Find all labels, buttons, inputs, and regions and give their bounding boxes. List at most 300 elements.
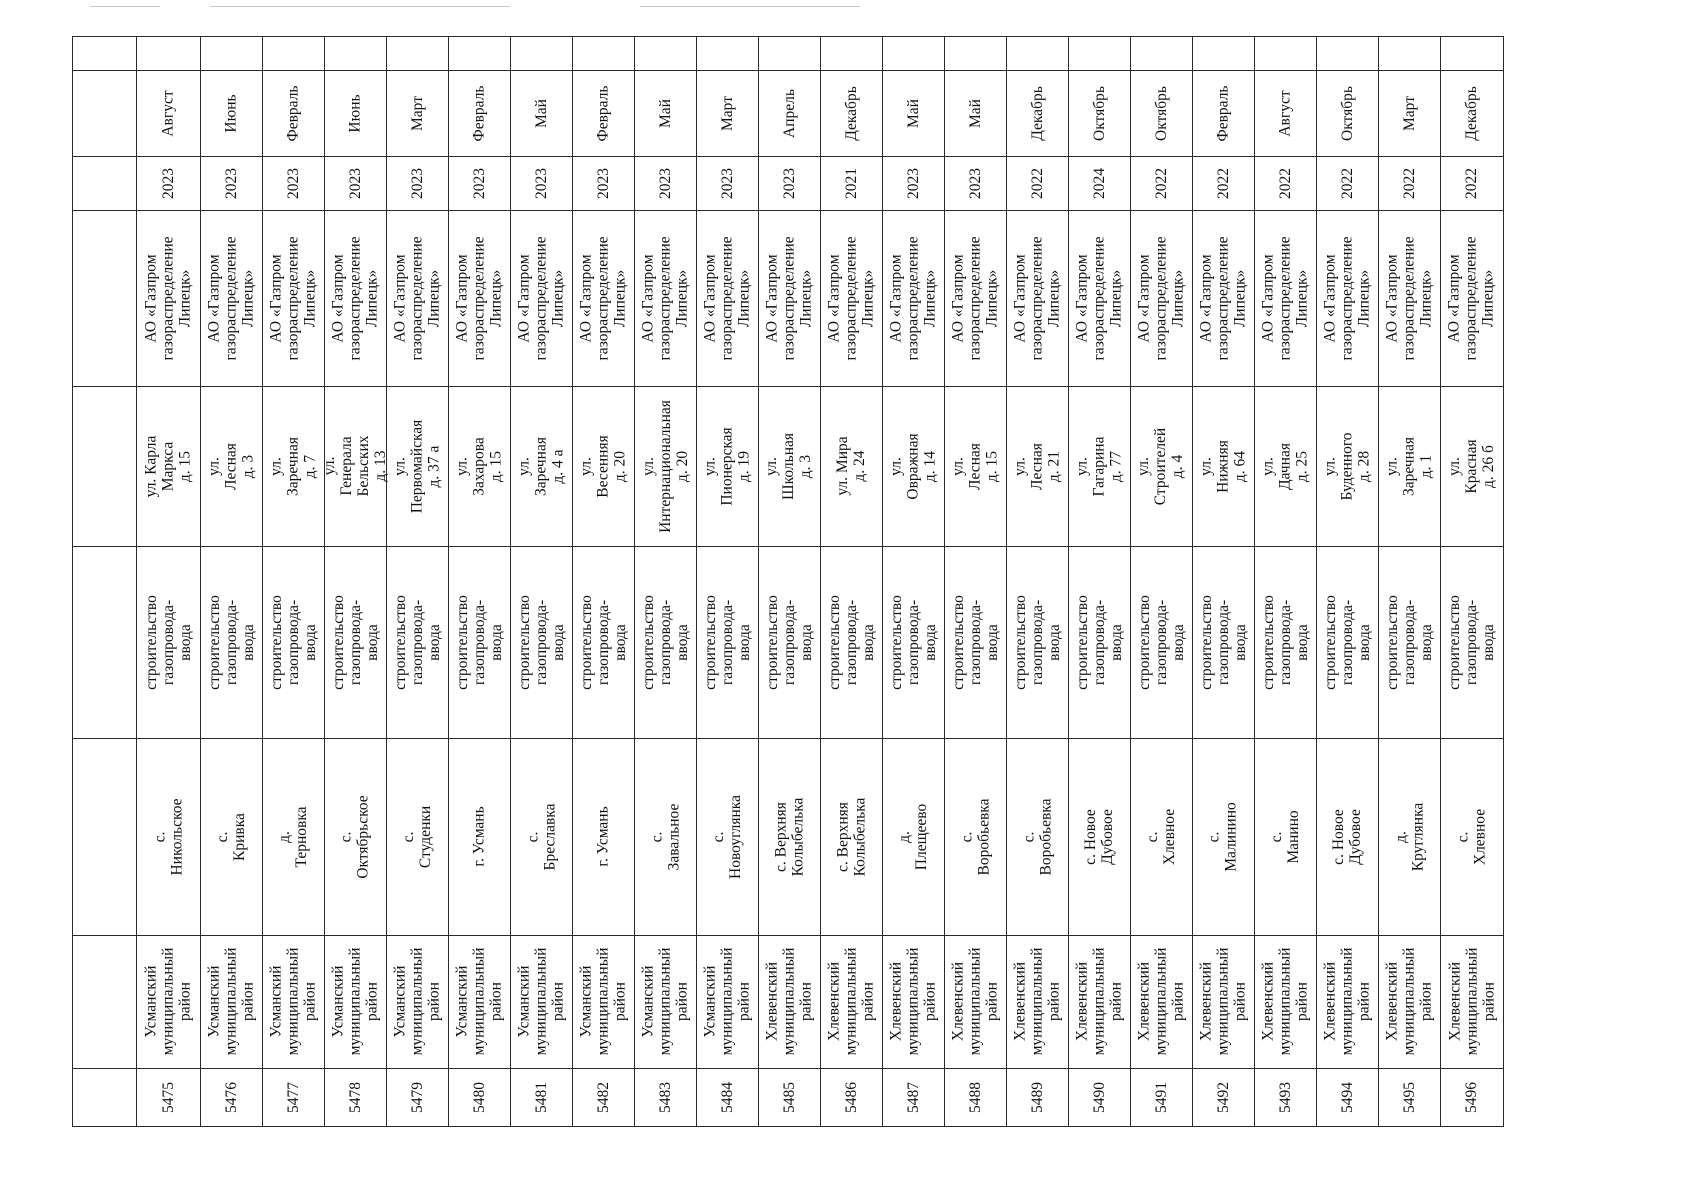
cell-settlement xyxy=(572,738,634,935)
cell-num-text: 5480 xyxy=(470,1081,488,1113)
cell-num-text: 5478 xyxy=(346,1081,364,1113)
table-row xyxy=(572,0,634,1200)
cell-district xyxy=(136,935,200,1068)
cell-org xyxy=(572,210,634,386)
cell-year-text: 2023 xyxy=(222,167,240,199)
cell-num-text: 5484 xyxy=(718,1081,736,1113)
cell-work-text: строительство газопровода-ввода xyxy=(1135,594,1187,690)
cell-district xyxy=(200,935,262,1068)
cell-org-text: АО «Газпром газораспределение Липецк» xyxy=(267,235,319,361)
cell-month-text: Март xyxy=(1400,95,1418,131)
cell-org xyxy=(696,210,758,386)
cell-month xyxy=(1378,70,1440,156)
cell-num xyxy=(820,1068,882,1126)
cell-month-text: Май xyxy=(532,98,550,128)
cell-month-text: Май xyxy=(904,98,922,128)
cell-num-text: 5481 xyxy=(532,1081,550,1113)
cell-org xyxy=(448,210,510,386)
cell-org xyxy=(634,210,696,386)
cell-district-text: Хлевенский муниципальный район xyxy=(949,947,1001,1056)
cell-address xyxy=(882,386,944,546)
cell-district-text: Хлевенский муниципальный район xyxy=(1259,947,1311,1056)
cell-year-text: 2023 xyxy=(532,167,550,199)
cell-num-text: 5494 xyxy=(1338,1081,1356,1113)
cell-settlement xyxy=(324,738,386,935)
cell-district xyxy=(262,935,324,1068)
cell-district xyxy=(820,935,882,1068)
cell-address-text: ул. Пионерская д. 19 xyxy=(701,426,753,506)
cell-num xyxy=(200,1068,262,1126)
cell-address xyxy=(1130,386,1192,546)
cell-work xyxy=(448,546,510,738)
cell-num-text: 5495 xyxy=(1400,1081,1418,1113)
cell-settlement-text: с. Малинино xyxy=(1206,801,1241,872)
cell-district-text: Усманский муниципальный район xyxy=(453,947,505,1056)
cell-settlement-text: с. Верхняя Колыбелька xyxy=(772,797,807,876)
cell-settlement-text: с. Верхняя Колыбелька xyxy=(834,797,869,876)
cell-year-text: 2023 xyxy=(346,167,364,199)
cell-org-text: АО «Газпром газораспределение Липецк» xyxy=(1197,235,1249,361)
cell-work xyxy=(136,546,200,738)
cell-work-text: строительство газопровода-ввода xyxy=(205,594,257,690)
cell-district-text: Усманский муниципальный район xyxy=(391,947,443,1056)
cell-num xyxy=(510,1068,572,1126)
cell-month-text: Декабрь xyxy=(842,85,860,141)
cell-work-text: строительство газопровода-ввода xyxy=(701,594,753,690)
cell-org xyxy=(200,210,262,386)
cell-settlement xyxy=(136,738,200,935)
cell-month xyxy=(324,70,386,156)
cell-work xyxy=(944,546,1006,738)
cell-num xyxy=(1378,1068,1440,1126)
cell-org-text: АО «Газпром газораспределение Липецк» xyxy=(205,235,257,361)
cell-district xyxy=(1192,935,1254,1068)
cell-district xyxy=(448,935,510,1068)
cell-work xyxy=(324,546,386,738)
cell-district xyxy=(696,935,758,1068)
cell-address-text: ул. Мира д. 24 xyxy=(834,436,868,496)
cell-year xyxy=(1254,156,1316,210)
cell-num xyxy=(1254,1068,1316,1126)
cell-address xyxy=(634,386,696,546)
table-column-divider xyxy=(72,36,73,1126)
cell-org xyxy=(1068,210,1130,386)
cell-settlement-text: с. Бреславка xyxy=(524,803,558,870)
cell-work-text: строительство газопровода-ввода xyxy=(515,594,567,690)
cell-address xyxy=(1192,386,1254,546)
cell-year xyxy=(1378,156,1440,210)
cell-district xyxy=(944,935,1006,1068)
cell-org-text: АО «Газпром газораспределение Липецк» xyxy=(763,235,815,361)
cell-district-text: Усманский муниципальный район xyxy=(205,947,257,1056)
cell-settlement xyxy=(1068,738,1130,935)
cell-settlement-text: с. Никольское xyxy=(151,797,186,876)
cell-address-text: ул. Строителей д. 4 xyxy=(1135,427,1187,505)
cell-work-text: строительство газопровода-ввода xyxy=(887,594,939,690)
cell-district xyxy=(510,935,572,1068)
cell-num xyxy=(1316,1068,1378,1126)
cell-month-text: Август xyxy=(1276,89,1294,137)
cell-month xyxy=(200,70,262,156)
cell-org xyxy=(1006,210,1068,386)
cell-num-text: 5487 xyxy=(904,1081,922,1113)
cell-year xyxy=(1006,156,1068,210)
cell-district-text: Усманский муниципальный район xyxy=(701,947,753,1056)
cell-address-text: ул. Заречная д. 1 xyxy=(1383,436,1435,496)
cell-address xyxy=(386,386,448,546)
cell-work-text: строительство газопровода-ввода xyxy=(1383,594,1435,690)
cell-year xyxy=(386,156,448,210)
cell-work-text: строительство газопровода-ввода xyxy=(763,594,815,690)
cell-month-text: Апрель xyxy=(780,88,798,138)
cell-month xyxy=(136,70,200,156)
cell-settlement-text: д. Круглянка xyxy=(1392,802,1427,871)
cell-address xyxy=(448,386,510,546)
cell-work xyxy=(634,546,696,738)
cell-district-text: Хлевенский муниципальный район xyxy=(1197,947,1249,1056)
cell-year xyxy=(200,156,262,210)
cell-num-text: 5477 xyxy=(284,1081,302,1113)
cell-work xyxy=(1006,546,1068,738)
cell-work xyxy=(262,546,324,738)
cell-settlement xyxy=(510,738,572,935)
cell-org-text: АО «Газпром газораспределение Липецк» xyxy=(949,235,1001,361)
cell-settlement xyxy=(1254,738,1316,935)
cell-month xyxy=(1130,70,1192,156)
cell-year-text: 2023 xyxy=(594,167,612,199)
cell-address-text: ул. Овражная д. 14 xyxy=(887,432,939,500)
cell-org-text: АО «Газпром газораспределение Липецк» xyxy=(515,235,567,361)
cell-district xyxy=(386,935,448,1068)
cell-address xyxy=(820,386,882,546)
table-row xyxy=(1130,0,1192,1200)
cell-settlement-text: г. Усмань xyxy=(594,806,612,867)
table-column-divider xyxy=(1503,36,1504,1126)
table-row xyxy=(200,0,262,1200)
cell-org xyxy=(944,210,1006,386)
cell-org-text: АО «Газпром газораспределение Липецк» xyxy=(1073,235,1125,361)
cell-month xyxy=(510,70,572,156)
cell-num xyxy=(136,1068,200,1126)
cell-org xyxy=(136,210,200,386)
cell-year-text: 2023 xyxy=(408,167,426,199)
cell-year-text: 2021 xyxy=(842,167,860,199)
cell-num-text: 5479 xyxy=(408,1081,426,1113)
cell-district xyxy=(882,935,944,1068)
cell-settlement xyxy=(944,738,1006,935)
cell-settlement-text: с. Октябрьское xyxy=(338,794,373,879)
cell-district-text: Хлевенский муниципальный район xyxy=(1321,947,1373,1056)
cell-org xyxy=(324,210,386,386)
cell-district xyxy=(1316,935,1378,1068)
cell-org-text: АО «Газпром газораспределение Липецк» xyxy=(1259,235,1311,361)
table-row xyxy=(1378,0,1440,1200)
cell-settlement-text: с. Воробьевка xyxy=(958,798,992,875)
table-row xyxy=(696,0,758,1200)
cell-address xyxy=(262,386,324,546)
cell-month-text: Июнь xyxy=(222,93,240,133)
cell-address-text: ул. Карла Маркса д. 15 xyxy=(142,435,194,497)
cell-year xyxy=(1192,156,1254,210)
cell-work xyxy=(386,546,448,738)
cell-year-text: 2022 xyxy=(1400,167,1418,199)
cell-settlement xyxy=(1316,738,1378,935)
cell-year xyxy=(136,156,200,210)
table-row xyxy=(1192,0,1254,1200)
cell-num xyxy=(944,1068,1006,1126)
cell-year-text: 2023 xyxy=(656,167,674,199)
cell-month xyxy=(262,70,324,156)
cell-work-text: строительство газопровода-ввода xyxy=(1011,594,1063,690)
cell-num-text: 5493 xyxy=(1276,1081,1294,1113)
cell-address-text: ул. Первомайская д. 37 а xyxy=(391,419,443,513)
cell-district-text: Усманский муниципальный район xyxy=(577,947,629,1056)
cell-district-text: Хлевенский муниципальный район xyxy=(1073,947,1125,1056)
cell-district-text: Усманский муниципальный район xyxy=(267,947,319,1056)
cell-year-text: 2022 xyxy=(1338,167,1356,199)
cell-month xyxy=(1068,70,1130,156)
cell-work-text: строительство газопровода-ввода xyxy=(949,594,1001,690)
cell-work xyxy=(510,546,572,738)
cell-num xyxy=(1130,1068,1192,1126)
cell-address-text: ул. Дачная д. 25 xyxy=(1259,442,1311,490)
table-row xyxy=(1316,0,1378,1200)
cell-address-text: ул. Буденного д. 28 xyxy=(1321,431,1373,501)
cell-org-text: АО «Газпром газораспределение Липецк» xyxy=(887,235,939,361)
cell-district xyxy=(1254,935,1316,1068)
cell-org xyxy=(262,210,324,386)
cell-district-text: Хлевенский муниципальный район xyxy=(1011,947,1063,1056)
cell-settlement xyxy=(1006,738,1068,935)
cell-org-text: АО «Газпром газораспределение Липецк» xyxy=(1135,235,1187,361)
cell-month xyxy=(1192,70,1254,156)
cell-work xyxy=(1378,546,1440,738)
cell-address xyxy=(1440,386,1503,546)
cell-year-text: 2023 xyxy=(718,167,736,199)
cell-org-text: АО «Газпром газораспределение Липецк» xyxy=(1011,235,1063,361)
cell-district xyxy=(1378,935,1440,1068)
cell-org-text: АО «Газпром газораспределение Липецк» xyxy=(142,235,194,361)
cell-month-text: Июнь xyxy=(346,93,364,133)
cell-address xyxy=(944,386,1006,546)
cell-settlement xyxy=(200,738,262,935)
cell-org-text: АО «Газпром газораспределение Липецк» xyxy=(1383,235,1435,361)
cell-work xyxy=(696,546,758,738)
cell-month-text: Октябрь xyxy=(1152,85,1170,141)
cell-year-text: 2023 xyxy=(470,167,488,199)
cell-settlement xyxy=(1378,738,1440,935)
cell-settlement-text: с. Манино xyxy=(1268,809,1302,864)
cell-address xyxy=(1378,386,1440,546)
cell-address xyxy=(1254,386,1316,546)
cell-address xyxy=(1068,386,1130,546)
table-row xyxy=(1068,0,1130,1200)
cell-district xyxy=(324,935,386,1068)
cell-address-text: ул. Интернациональная д. 20 xyxy=(639,399,691,533)
cell-settlement-text: с. Студенки xyxy=(400,805,435,868)
cell-work-text: строительство газопровода-ввода xyxy=(639,594,691,690)
table-row xyxy=(1440,0,1503,1200)
cell-address xyxy=(1316,386,1378,546)
cell-num xyxy=(448,1068,510,1126)
cell-work xyxy=(1254,546,1316,738)
cell-work-text: строительство газопровода-ввода xyxy=(1197,594,1249,690)
cell-district xyxy=(758,935,820,1068)
cell-address-text: ул. Нижняя д. 64 xyxy=(1197,439,1249,493)
cell-month-text: Декабрь xyxy=(1463,85,1480,141)
cell-settlement xyxy=(1130,738,1192,935)
cell-work-text: строительство газопровода-ввода xyxy=(391,594,443,690)
table-row xyxy=(944,0,1006,1200)
cell-org xyxy=(1130,210,1192,386)
cell-address xyxy=(572,386,634,546)
cell-num xyxy=(324,1068,386,1126)
cell-month xyxy=(882,70,944,156)
cell-org-text: АО «Газпром газораспределение Липецк» xyxy=(639,235,691,361)
cell-address xyxy=(510,386,572,546)
cell-year-text: 2022 xyxy=(1028,167,1046,199)
cell-month-text: Март xyxy=(718,95,736,131)
cell-address-text: ул. Лесная д. 15 xyxy=(949,442,1001,490)
cell-settlement-text: д. Терновка xyxy=(276,805,310,868)
cell-work xyxy=(1440,546,1503,738)
cell-month xyxy=(944,70,1006,156)
cell-work-text: строительство газопровода-ввода xyxy=(577,594,629,690)
cell-org xyxy=(1316,210,1378,386)
cell-address-text: ул. Гагарина д. 77 xyxy=(1073,436,1125,496)
cell-settlement-text: с. Хлевное xyxy=(1144,808,1178,865)
cell-work xyxy=(1068,546,1130,738)
cell-num xyxy=(1440,1068,1503,1126)
cell-settlement xyxy=(696,738,758,935)
cell-org xyxy=(510,210,572,386)
cell-address-text: ул. Красная д. 26 б xyxy=(1446,438,1497,494)
cell-address xyxy=(136,386,200,546)
table-row xyxy=(882,0,944,1200)
cell-year xyxy=(758,156,820,210)
cell-year-text: 2022 xyxy=(1152,167,1170,199)
cell-month xyxy=(1254,70,1316,156)
cell-month xyxy=(1316,70,1378,156)
cell-work xyxy=(1316,546,1378,738)
cell-address xyxy=(321,386,389,546)
cell-year-text: 2022 xyxy=(1463,167,1480,199)
cell-year-text: 2023 xyxy=(284,167,302,199)
cell-year xyxy=(510,156,572,210)
table-row xyxy=(1254,0,1316,1200)
table-row xyxy=(448,0,510,1200)
cell-work-text: строительство газопровода-ввода xyxy=(267,594,319,690)
cell-month-text: Май xyxy=(656,98,674,128)
cell-district xyxy=(572,935,634,1068)
cell-district-text: Усманский муниципальный район xyxy=(639,947,691,1056)
table-row xyxy=(510,0,572,1200)
cell-settlement-text: д. Плещеево xyxy=(896,803,930,870)
cell-month xyxy=(758,70,820,156)
cell-month-text: Март xyxy=(408,95,426,131)
cell-address-text: ул. Школьная д. 3 xyxy=(763,432,815,500)
cell-work-text: строительство газопровода-ввода xyxy=(329,594,381,690)
cell-work-text: строительство газопровода-ввода xyxy=(825,594,877,690)
cell-num-text: 5492 xyxy=(1214,1081,1232,1113)
table-row xyxy=(758,0,820,1200)
cell-year-text: 2022 xyxy=(1276,167,1294,199)
cell-year-text: 2023 xyxy=(904,167,922,199)
cell-district-text: Усманский муниципальный район xyxy=(515,947,567,1056)
cell-month xyxy=(820,70,882,156)
cell-year-text: 2023 xyxy=(780,167,798,199)
cell-settlement xyxy=(1192,738,1254,935)
cell-year xyxy=(820,156,882,210)
cell-address xyxy=(1006,386,1068,546)
cell-num-text: 5489 xyxy=(1028,1081,1046,1113)
cell-settlement xyxy=(1440,738,1503,935)
cell-month-text: Август xyxy=(159,89,177,137)
cell-year xyxy=(262,156,324,210)
cell-address-text: ул. Весенняя д. 20 xyxy=(577,434,629,498)
cell-org xyxy=(1378,210,1440,386)
cell-year xyxy=(634,156,696,210)
cell-year xyxy=(696,156,758,210)
cell-month xyxy=(634,70,696,156)
cell-year xyxy=(1130,156,1192,210)
cell-district-text: Хлевенский муниципальный район xyxy=(1383,947,1435,1056)
cell-year-text: 2023 xyxy=(966,167,984,199)
cell-org-text: АО «Газпром газораспределение Липецк» xyxy=(329,235,381,361)
cell-settlement xyxy=(634,738,696,935)
cell-month xyxy=(572,70,634,156)
cell-num xyxy=(882,1068,944,1126)
cell-org-text: АО «Газпром газораспределение Липецк» xyxy=(825,235,877,361)
cell-num xyxy=(758,1068,820,1126)
cell-settlement xyxy=(262,738,324,935)
cell-address xyxy=(200,386,262,546)
cell-district xyxy=(1130,935,1192,1068)
cell-num-text: 5488 xyxy=(966,1081,984,1113)
cell-org-text: АО «Газпром газораспределение Липецк» xyxy=(453,235,505,361)
cell-settlement-text: с. Новоуглянка xyxy=(710,794,744,879)
cell-address-text: ул. Лесная д. 21 xyxy=(1011,442,1063,490)
cell-num xyxy=(1192,1068,1254,1126)
cell-month-text: Февраль xyxy=(1214,84,1232,142)
cell-month xyxy=(386,70,448,156)
cell-district-text: Хлевенский муниципальный район xyxy=(887,947,939,1056)
cell-month-text: Февраль xyxy=(470,84,488,142)
cell-month-text: Декабрь xyxy=(1028,85,1046,141)
cell-month-text: Февраль xyxy=(594,84,612,142)
cell-num xyxy=(1068,1068,1130,1126)
cell-org-text: АО «Газпром газораспределение Липецк» xyxy=(701,235,753,361)
cell-address xyxy=(758,386,820,546)
cell-num xyxy=(386,1068,448,1126)
cell-year xyxy=(572,156,634,210)
table-row xyxy=(1006,0,1068,1200)
cell-work-text: строительство газопровода-ввода xyxy=(1073,594,1125,690)
cell-settlement xyxy=(882,738,944,935)
cell-num xyxy=(634,1068,696,1126)
cell-settlement xyxy=(758,738,820,935)
cell-district-text: Хлевенский муниципальный район xyxy=(825,947,877,1056)
cell-num-text: 5482 xyxy=(594,1081,612,1113)
cell-num-text: 5485 xyxy=(780,1081,798,1113)
cell-settlement-text: с. Новое Дубовое xyxy=(1082,808,1116,865)
cell-month-text: Октябрь xyxy=(1338,85,1356,141)
cell-work xyxy=(1192,546,1254,738)
cell-district-text: Усманский муниципальный район xyxy=(329,947,381,1056)
cell-num xyxy=(262,1068,324,1126)
table-row xyxy=(136,0,200,1200)
cell-address xyxy=(696,386,758,546)
